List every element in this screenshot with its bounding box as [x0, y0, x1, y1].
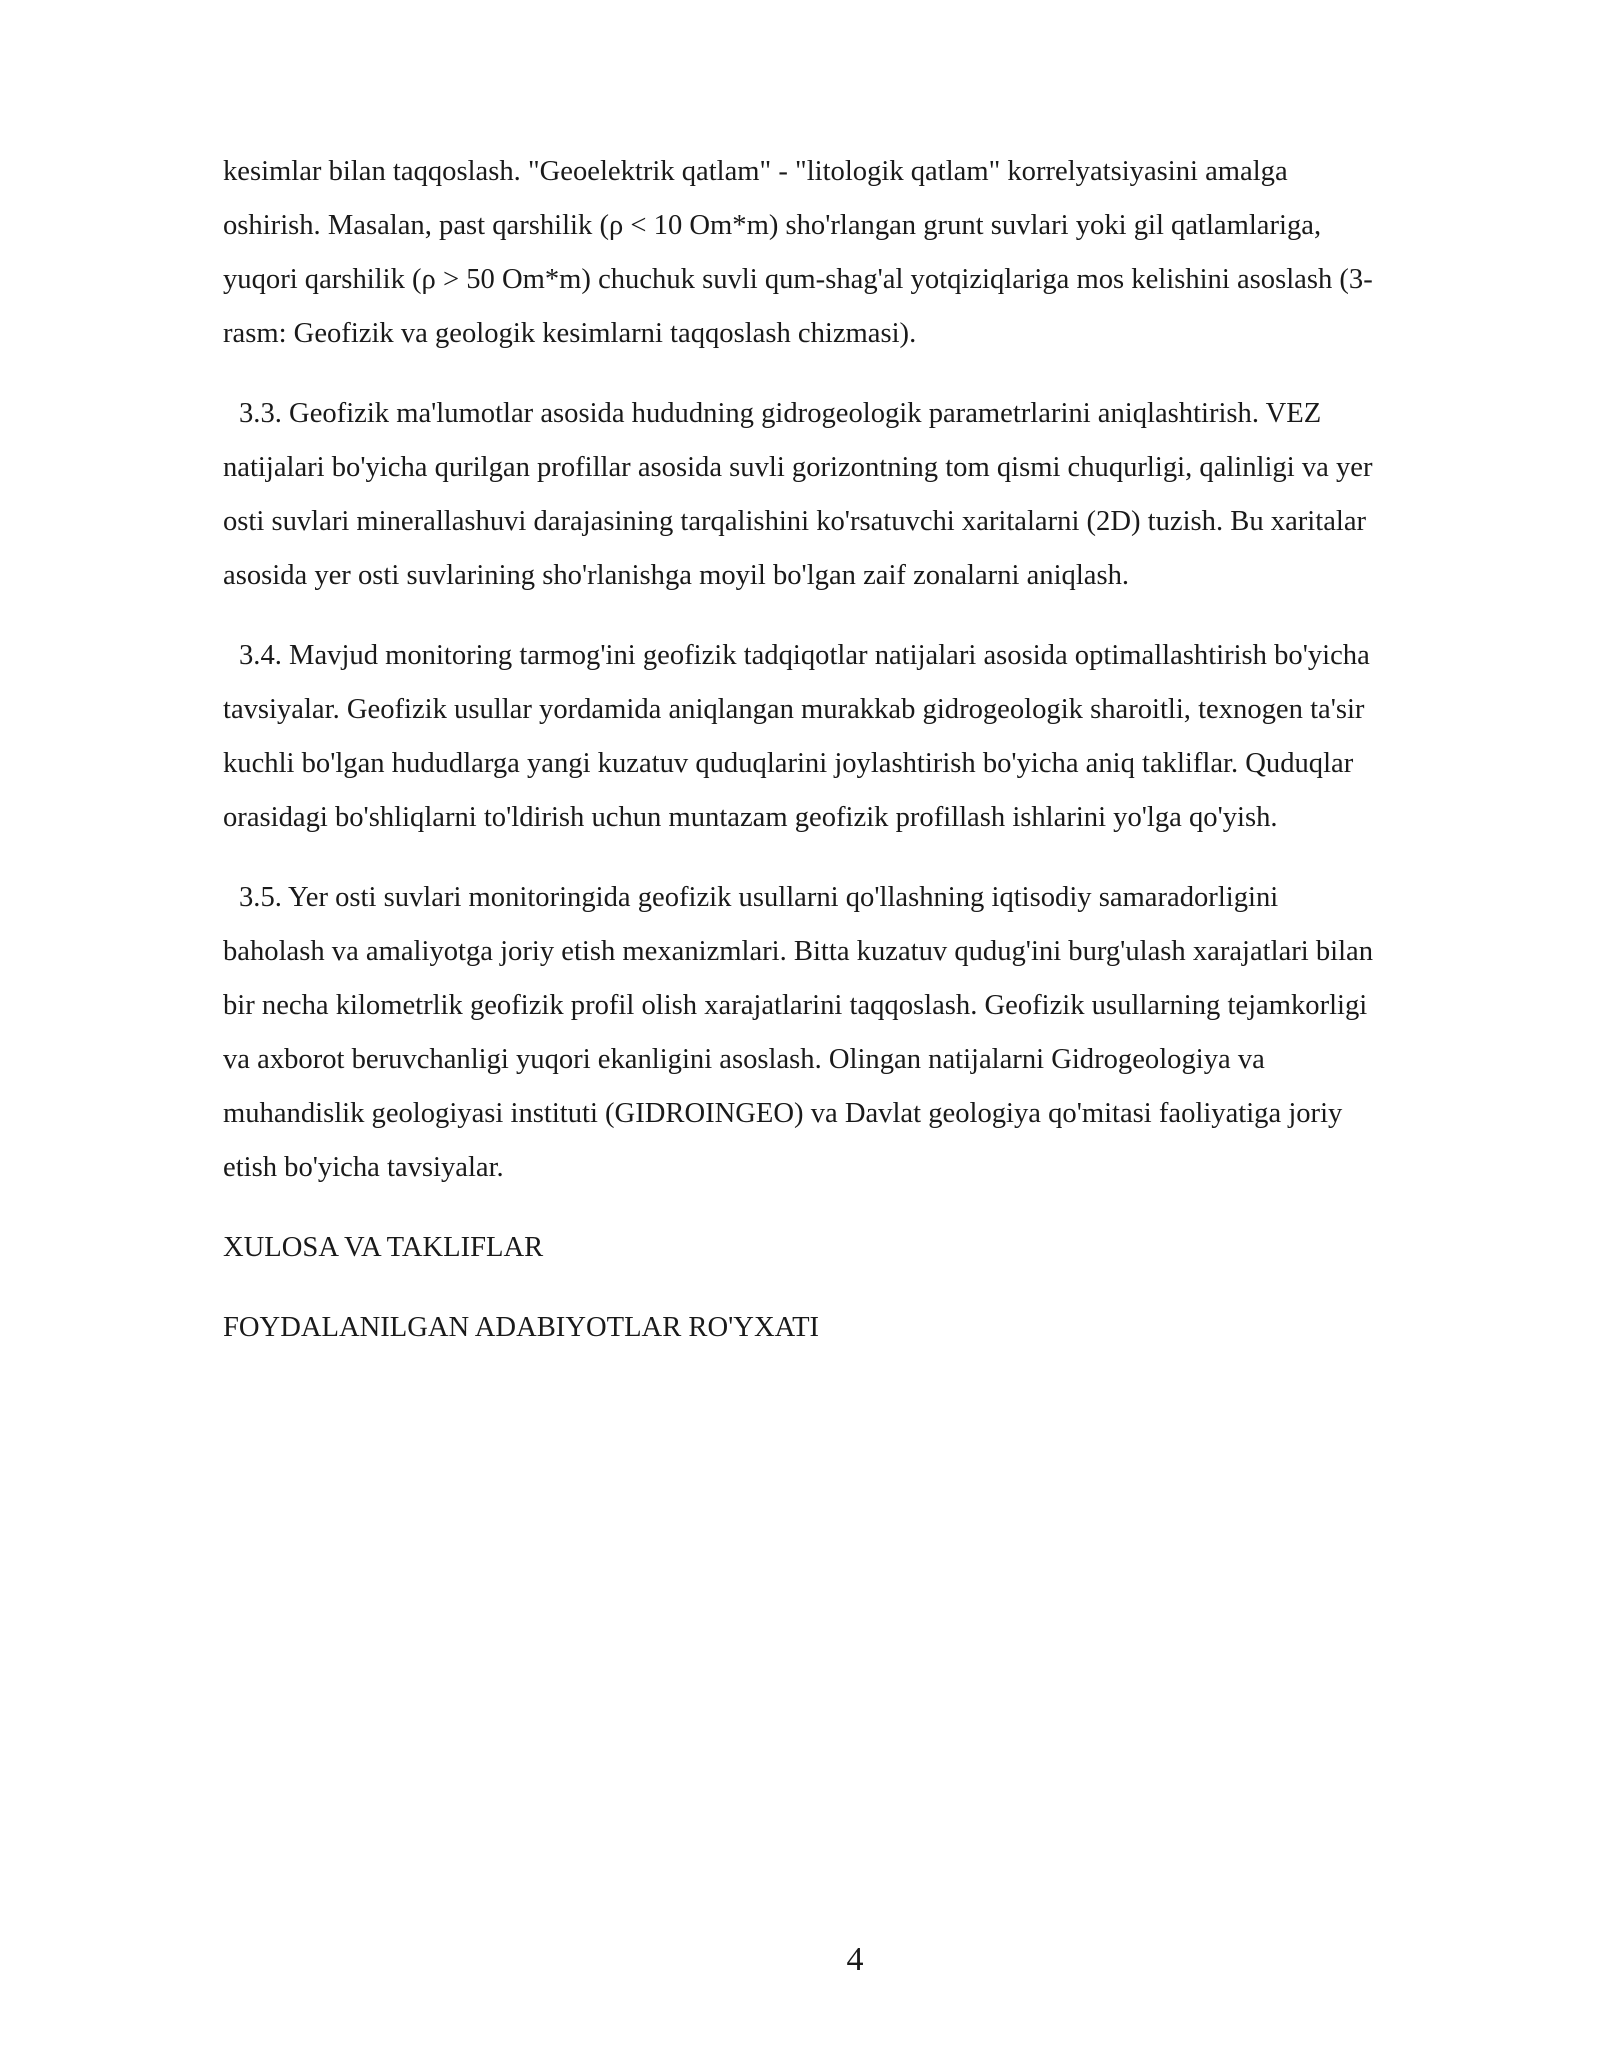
heading-conclusions: XULOSA VA TAKLIFLAR [223, 1232, 544, 1263]
paragraph-continuation: kesimlar bilan taqqoslash. "Geoelektrik qatlam" - "litologik qatlam" korrelyatsiyasini amalga oshirish. Masalan, past qarshilik (ρ < 10 Om*m) sho'rlangan grunt suvlari yoki gil qatlamlariga, yuqori qarshilik (ρ > 50 Om*m) chuchuk suvli qum-shag'al yotqiziqlariga mos kelishini asoslash (3- rasm: Geofizik va geologik kesimlarni taqqoslash chizmasi). [223, 156, 1373, 349]
heading-references: FOYDALANILGAN ADABIYOTLAR RO'YXATI [223, 1312, 820, 1343]
paragraph-section-3-5: 3.5. Yer osti suvlari monitoringida geofizik usullarni qo'llashning iqtisodiy samaradorligini baholash va amaliyotga joriy etish mexanizmlari. Bitta kuzatuv qudug'ini burg'ulash xarajatlari bilan bir necha kilometrlik geofizik profil olish xarajatlarini taqqoslash. Geofizik usullarning tejamkorligi va axborot beruvchanligi yuqori ekanligini asoslash. Olingan natijalarni Gidrogeologiya va muhandislik geologiyasi instituti (GIDROINGEO) va Davlat geologiya qo'mitasi faoliyatiga joriy etish bo'yicha tavsiyalar. [223, 882, 1374, 1183]
page-content [223, 145, 1493, 1381]
page-number: 4 [846, 1941, 864, 1978]
paragraph-section-3-4: 3.4. Mavjud monitoring tarmog'ini geofizik tadqiqotlar natijalari asosida optimallashtirish bo'yicha tavsiyalar. Geofizik usullar yordamida aniqlangan murakkab gidrogeologik sharoitli, texnogen ta'sir kuchli bo'lgan hududlarga yangi kuzatuv quduqlarini joylashtirish bo'yicha aniq takliflar. Quduqlar orasidagi bo'shliqlarni to'ldirish uchun muntazam geofizik profillash ishlarini yo'lga qo'yish. [223, 640, 1370, 833]
paragraph-section-3-3: 3.3. Geofizik ma'lumotlar asosida hududning gidrogeologik parametrlarini aniqlashtirish. VEZ natijalari bo'yicha qurilgan profillar asosida suvli gorizontning tom qismi chuqurligi, qalinligi va yer osti suvlari minerallashuvi darajasining tarqalishini ko'rsatuvchi xaritalarni (2D) tuzish. Bu xaritalar asosida yer osti suvlarining sho'rlanishga moyil bo'lgan zaif zonalarni aniqlash. [223, 398, 1373, 591]
